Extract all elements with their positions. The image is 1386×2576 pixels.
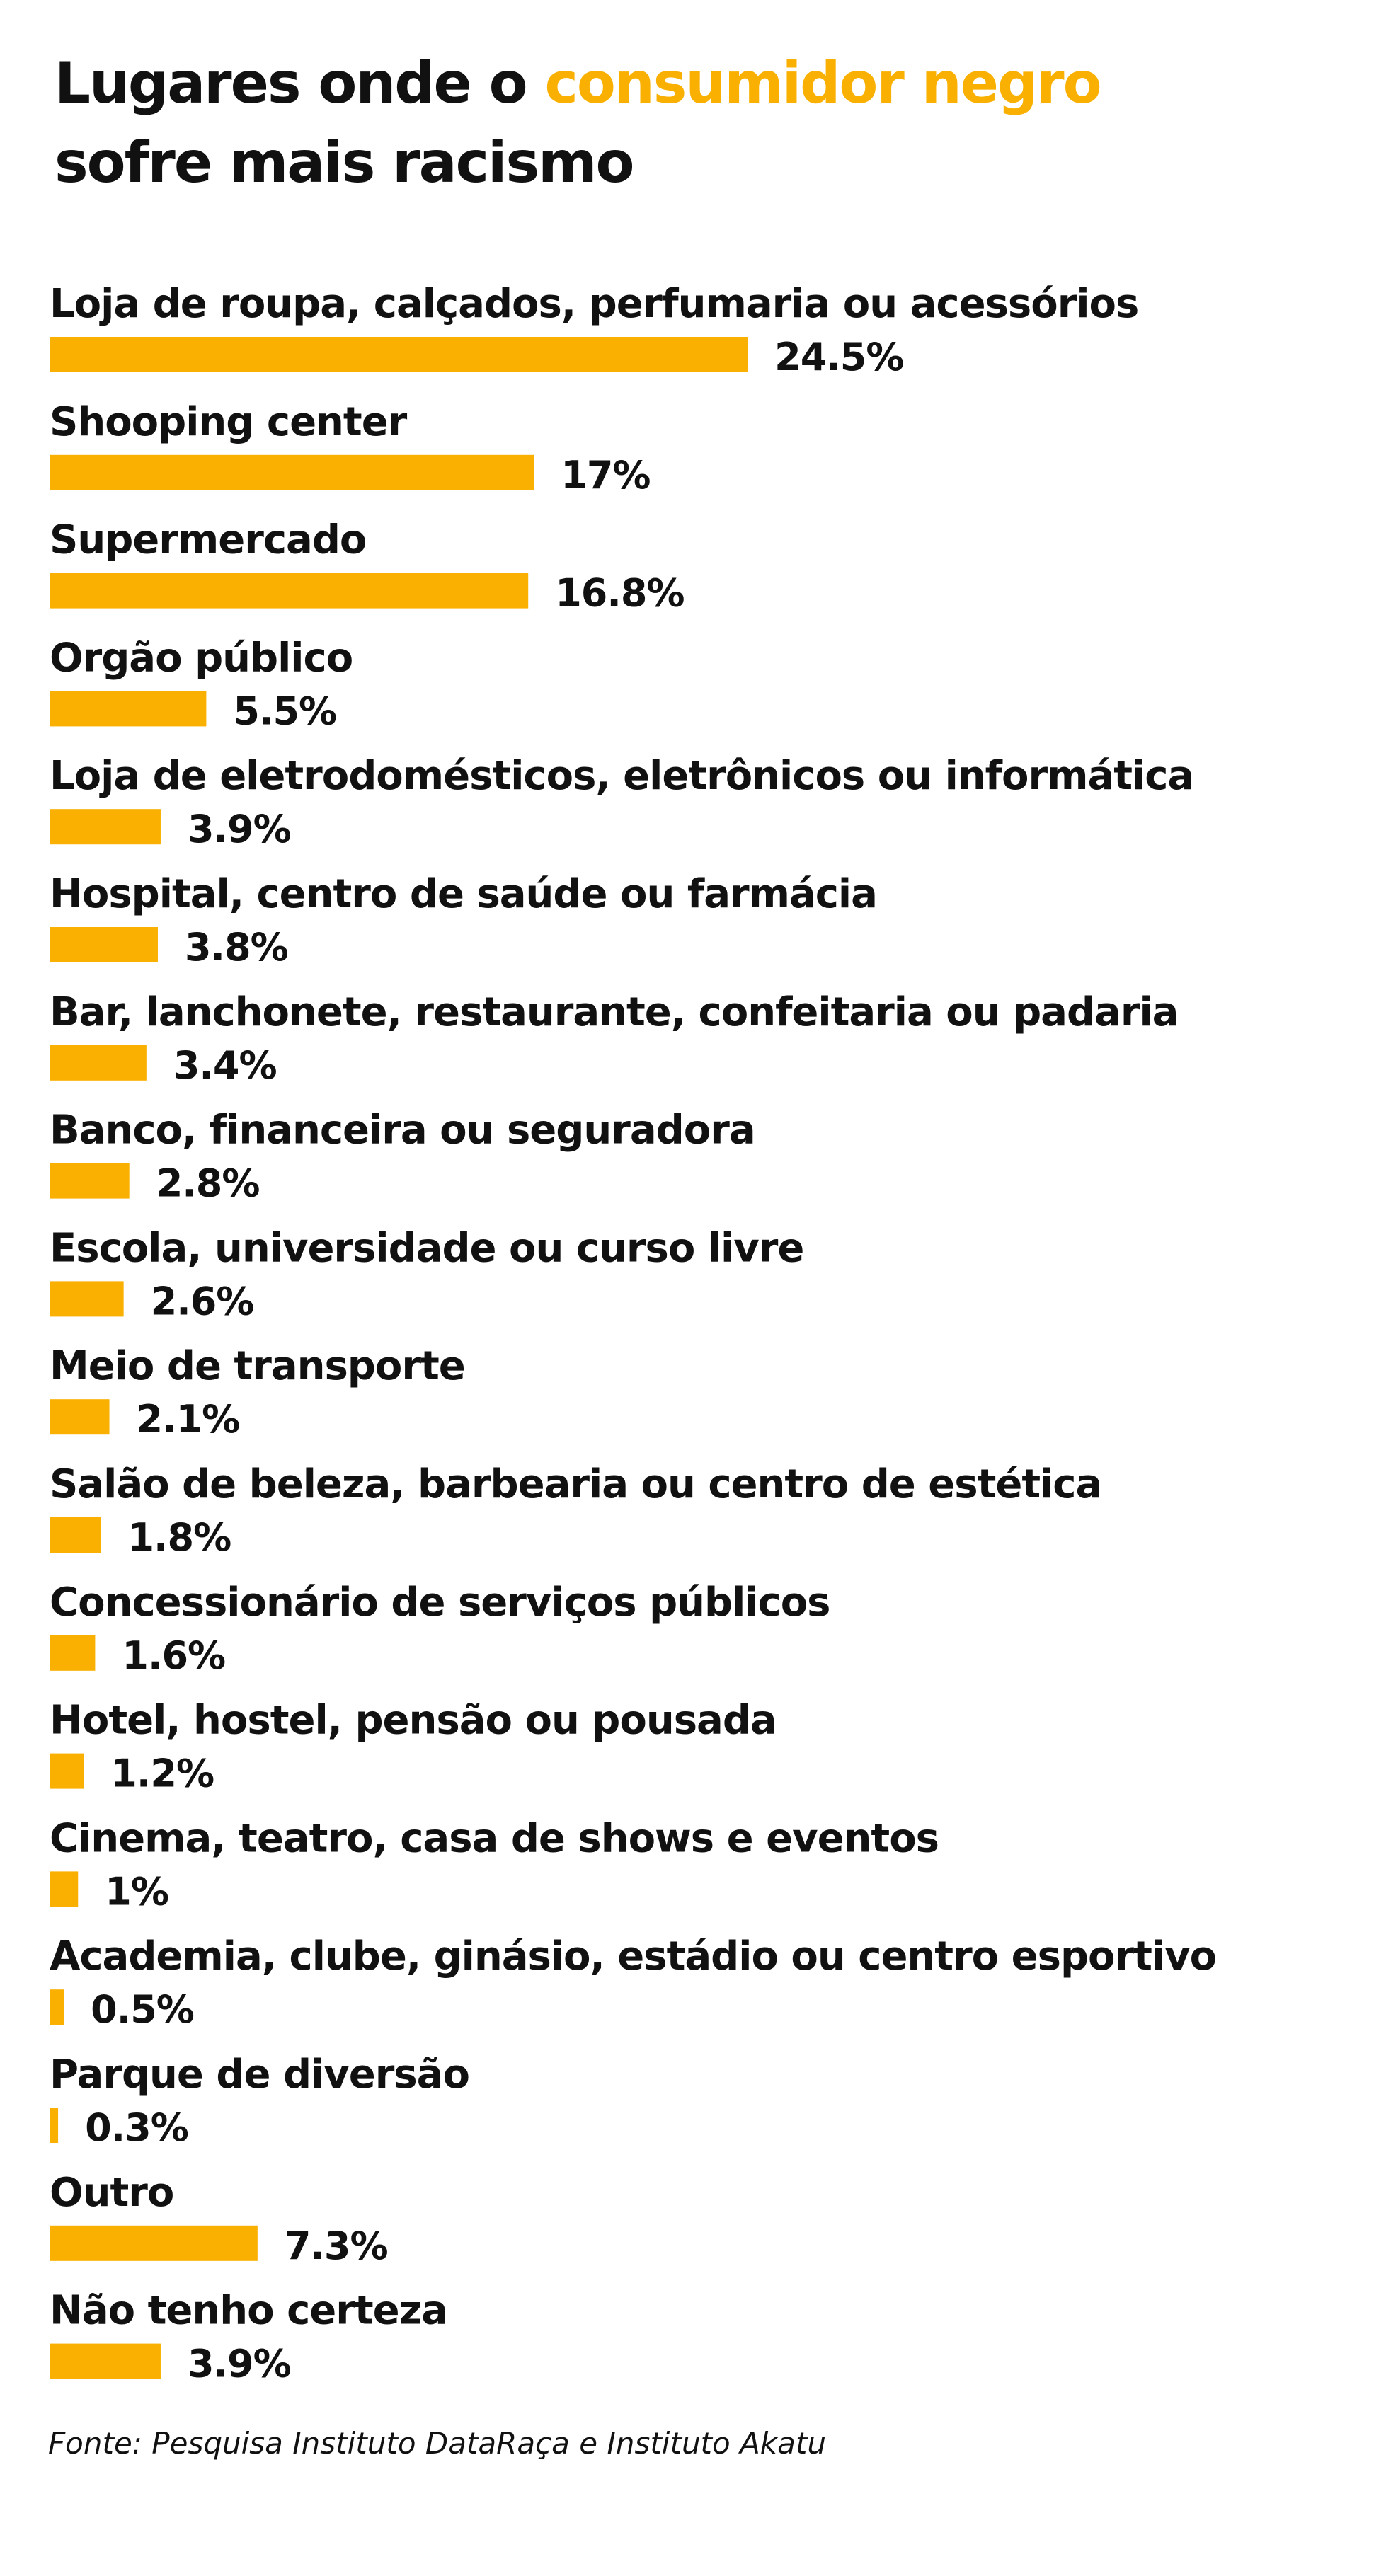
- category-label: Banco, financeira ou seguradora: [50, 1107, 755, 1154]
- category-label: Shooping center: [50, 398, 407, 445]
- bar: [50, 337, 748, 372]
- value-label: 3.4%: [173, 1042, 277, 1088]
- category-label: Loja de eletrodomésticos, eletrônicos ou informática: [50, 753, 1194, 800]
- chart-title-part1: Lugares onde o: [55, 50, 545, 116]
- category-label: Hotel, hostel, pensão ou pousada: [50, 1697, 777, 1744]
- value-label: 1.2%: [110, 1751, 214, 1796]
- source-note: Fonte: Pesquisa Instituto DataRaça e Instituto Akatu: [48, 2426, 826, 2461]
- category-label: Loja de roupa, calçados, perfumaria ou acessórios: [50, 281, 1139, 327]
- bar: [50, 1989, 64, 2025]
- bar: [50, 2344, 161, 2379]
- value-label: 7.3%: [284, 2223, 388, 2268]
- chart-title-highlight: consumidor negro: [544, 50, 1101, 116]
- bar: [50, 1635, 95, 1671]
- value-label: 1.6%: [122, 1633, 226, 1678]
- bar: [50, 691, 206, 726]
- category-label: Hospital, centro de saúde ou farmácia: [50, 871, 877, 917]
- category-label: Meio de transporte: [50, 1343, 465, 1390]
- category-label: Escola, universidade ou curso livre: [50, 1225, 804, 1272]
- category-label: Orgão público: [50, 635, 353, 682]
- value-label: 0.5%: [91, 1987, 194, 2032]
- category-label: Concessionário de serviços públicos: [50, 1579, 830, 1626]
- value-label: 2.8%: [156, 1161, 260, 1206]
- value-label: 3.8%: [184, 925, 288, 970]
- category-label: Salão de beleza, barbearia ou centro de estética: [50, 1461, 1102, 1507]
- value-label: 1.8%: [127, 1515, 231, 1560]
- value-label: 16.8%: [555, 570, 685, 616]
- value-label: 5.5%: [233, 689, 337, 734]
- bar: [50, 809, 161, 844]
- bar: [50, 1281, 124, 1316]
- bar: [50, 1517, 101, 1553]
- bar: [50, 1045, 147, 1081]
- value-label: 24.5%: [774, 335, 904, 379]
- category-label: Bar, lanchonete, restaurante, confeitaria ou padaria: [50, 989, 1179, 1035]
- value-label: 2.6%: [150, 1279, 254, 1324]
- bar: [50, 2108, 58, 2143]
- bar: [50, 1754, 84, 1789]
- bar: [50, 1163, 130, 1199]
- bar: [50, 927, 158, 962]
- value-label: 3.9%: [187, 807, 291, 852]
- category-label: Outro: [50, 2169, 174, 2216]
- bar: [50, 1871, 78, 1907]
- chart-title-part2: sofre mais racismo: [55, 130, 634, 195]
- category-label: Não tenho certeza: [50, 2287, 448, 2334]
- bar: [50, 573, 528, 609]
- value-label: 3.9%: [187, 2341, 291, 2386]
- category-label: Cinema, teatro, casa de shows e eventos: [50, 1815, 939, 1862]
- bar: [50, 2226, 258, 2261]
- value-label: 17%: [561, 452, 651, 498]
- category-label: Parque de diversão: [50, 2052, 469, 2098]
- value-label: 1%: [105, 1869, 168, 1914]
- category-label: Academia, clube, ginásio, estádio ou centro esportivo: [50, 1933, 1217, 1980]
- value-label: 2.1%: [136, 1397, 240, 1442]
- bar: [50, 1399, 110, 1434]
- category-label: Supermercado: [50, 517, 367, 563]
- value-label: 0.3%: [85, 2105, 188, 2150]
- bar: [50, 455, 534, 490]
